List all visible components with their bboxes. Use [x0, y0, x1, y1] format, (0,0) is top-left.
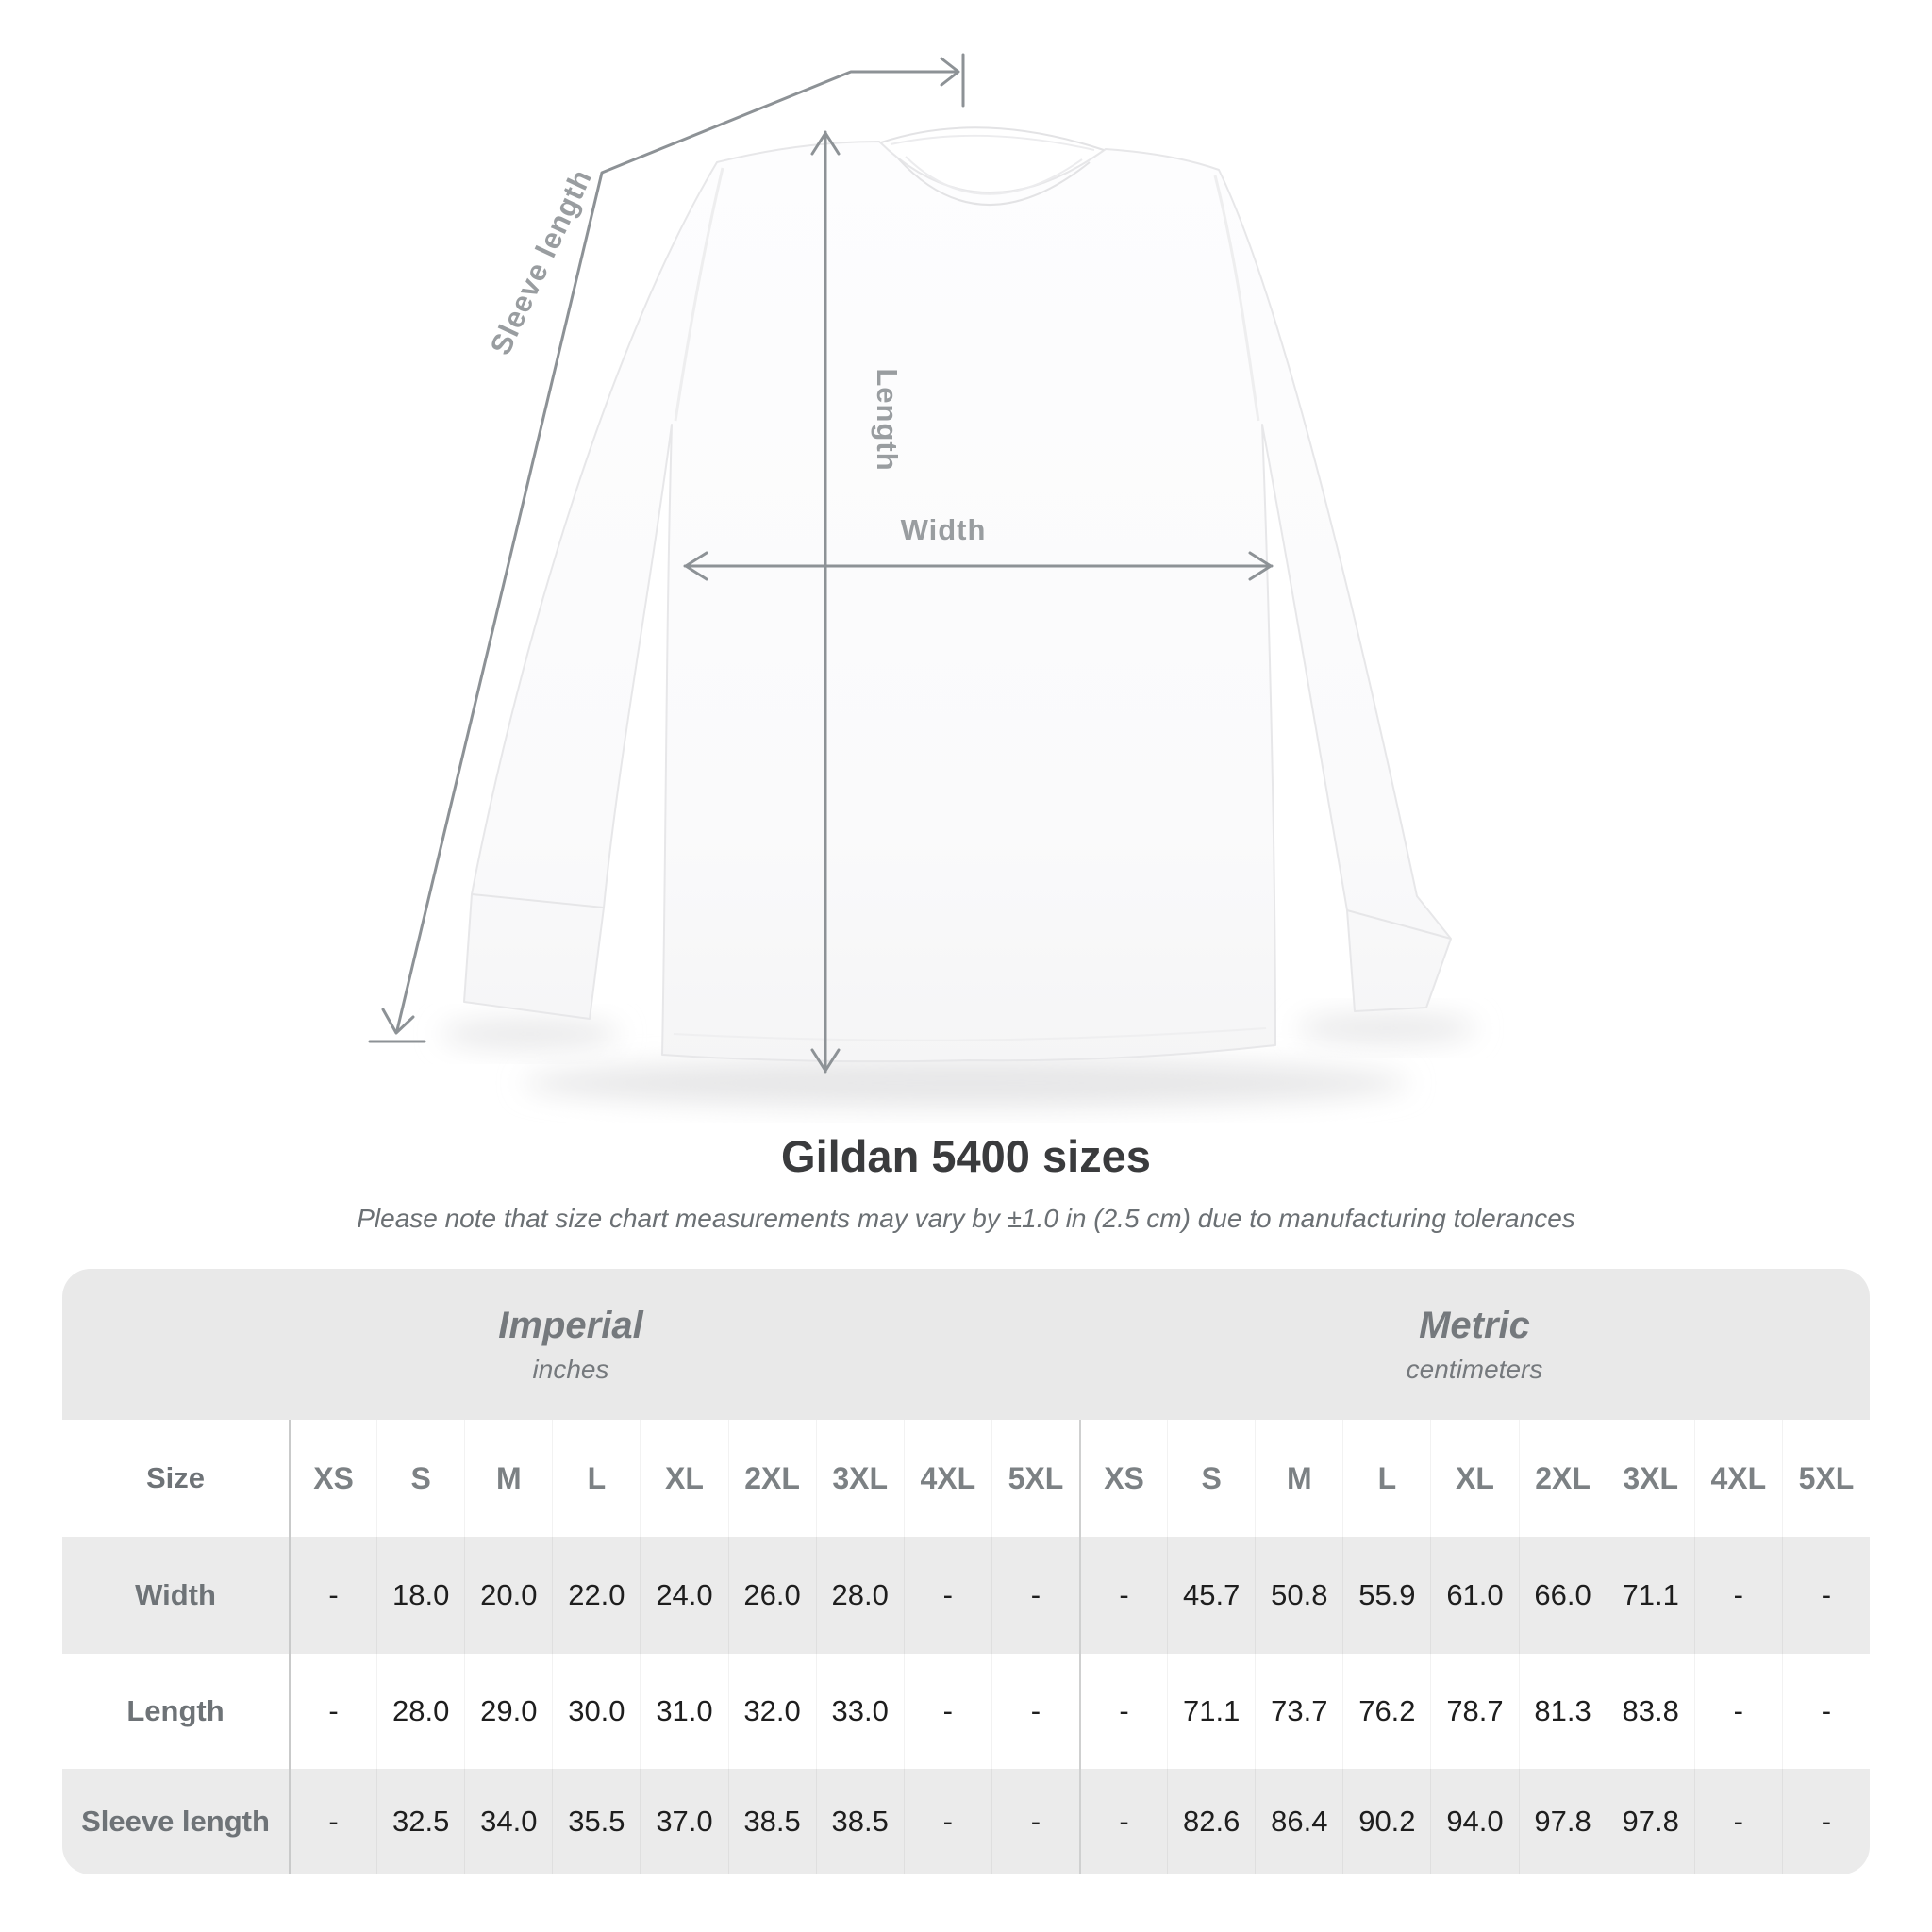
value-cell: 71.1 [1167, 1654, 1255, 1769]
value-cell: 94.0 [1430, 1769, 1518, 1874]
width-label: Width [900, 513, 987, 546]
size-header-row [62, 1420, 1870, 1537]
table-row-width [62, 1537, 1870, 1654]
value-cell: 45.7 [1167, 1537, 1255, 1654]
value-cell: 66.0 [1519, 1537, 1607, 1654]
value-cell: 26.0 [728, 1537, 816, 1654]
value-cell: - [1782, 1537, 1870, 1654]
row-label: Sleeve length [81, 1805, 270, 1838]
size-col: 5XL [991, 1420, 1079, 1537]
value-cell: 29.0 [464, 1654, 552, 1769]
size-col: L [1342, 1420, 1430, 1537]
value-cell: 31.0 [640, 1654, 727, 1769]
value-cell: - [289, 1537, 376, 1654]
value-cell: - [1079, 1537, 1167, 1654]
size-col: 3XL [816, 1420, 904, 1537]
shirt-illustration [464, 127, 1451, 1061]
size-col: XL [640, 1420, 727, 1537]
value-cell: - [991, 1654, 1079, 1769]
value-cell: - [289, 1654, 376, 1769]
size-col: M [1255, 1420, 1342, 1537]
value-cell: 81.3 [1519, 1654, 1607, 1769]
metric-unit: centimeters [1406, 1354, 1543, 1384]
size-table [62, 1269, 1870, 1874]
imperial-header [62, 1269, 1079, 1420]
value-cell: 24.0 [640, 1537, 727, 1654]
size-col: 5XL [1782, 1420, 1870, 1537]
value-cell: 32.0 [728, 1654, 816, 1769]
size-col: S [376, 1420, 464, 1537]
table-row-length [62, 1654, 1870, 1769]
value-cell: - [1694, 1654, 1782, 1769]
value-cell: 97.8 [1519, 1769, 1607, 1874]
value-cell: 38.5 [728, 1769, 816, 1874]
size-col: M [464, 1420, 552, 1537]
value-cell: 61.0 [1430, 1537, 1518, 1654]
value-cell: 28.0 [816, 1537, 904, 1654]
size-col: 4XL [1694, 1420, 1782, 1537]
value-cell: 90.2 [1342, 1769, 1430, 1874]
size-col: XL [1430, 1420, 1518, 1537]
value-cell: - [904, 1537, 991, 1654]
value-cell: 18.0 [376, 1537, 464, 1654]
size-col: XS [1079, 1420, 1167, 1537]
value-cell: 50.8 [1255, 1537, 1342, 1654]
value-cell: 33.0 [816, 1654, 904, 1769]
unit-band [62, 1269, 1870, 1420]
table-row-sleeve-length [62, 1769, 1870, 1874]
length-label: Length [871, 368, 904, 472]
value-cell: 35.5 [552, 1769, 640, 1874]
value-cell: - [289, 1769, 376, 1874]
value-cell: - [904, 1769, 991, 1874]
size-header-label: Size [145, 1461, 206, 1494]
size-col: L [552, 1420, 640, 1537]
row-label: Length [126, 1694, 225, 1727]
size-col: 4XL [904, 1420, 991, 1537]
value-cell: 32.5 [376, 1769, 464, 1874]
size-col: 3XL [1607, 1420, 1694, 1537]
value-cell: - [1694, 1537, 1782, 1654]
value-cell: - [1079, 1769, 1167, 1874]
size-col: S [1167, 1420, 1255, 1537]
sleeve-length-label: Sleeve length [483, 163, 599, 360]
value-cell: - [991, 1537, 1079, 1654]
value-cell: - [1782, 1769, 1870, 1874]
value-cell: 71.1 [1607, 1537, 1694, 1654]
value-cell: - [1782, 1654, 1870, 1769]
value-cell: 55.9 [1342, 1537, 1430, 1654]
value-cell: - [904, 1654, 991, 1769]
size-col: 2XL [1519, 1420, 1607, 1537]
metric-name: Metric [1419, 1304, 1530, 1346]
value-cell: 28.0 [376, 1654, 464, 1769]
value-cell: 82.6 [1167, 1769, 1255, 1874]
value-cell: 86.4 [1255, 1769, 1342, 1874]
page-title: Gildan 5400 sizes [781, 1131, 1151, 1181]
imperial-unit: inches [532, 1354, 609, 1384]
value-cell: 30.0 [552, 1654, 640, 1769]
value-cell: - [991, 1769, 1079, 1874]
metric-header [1079, 1269, 1870, 1420]
value-cell: 73.7 [1255, 1654, 1342, 1769]
size-col: XS [289, 1420, 376, 1537]
value-cell: 38.5 [816, 1769, 904, 1874]
size-col: 2XL [728, 1420, 816, 1537]
value-cell: 83.8 [1607, 1654, 1694, 1769]
value-cell: 34.0 [464, 1769, 552, 1874]
imperial-name: Imperial [498, 1304, 643, 1346]
value-cell: 37.0 [640, 1769, 727, 1874]
row-label: Width [135, 1578, 216, 1611]
value-cell: 76.2 [1342, 1654, 1430, 1769]
value-cell: - [1079, 1654, 1167, 1769]
value-cell: - [1694, 1769, 1782, 1874]
tolerance-note: Please note that size chart measurements may vary by ±1.0 in (2.5 cm) due to manufacturing tolerances [357, 1204, 1575, 1233]
value-cell: 97.8 [1607, 1769, 1694, 1874]
value-cell: 78.7 [1430, 1654, 1518, 1769]
value-cell: 20.0 [464, 1537, 552, 1654]
value-cell: 22.0 [552, 1537, 640, 1654]
